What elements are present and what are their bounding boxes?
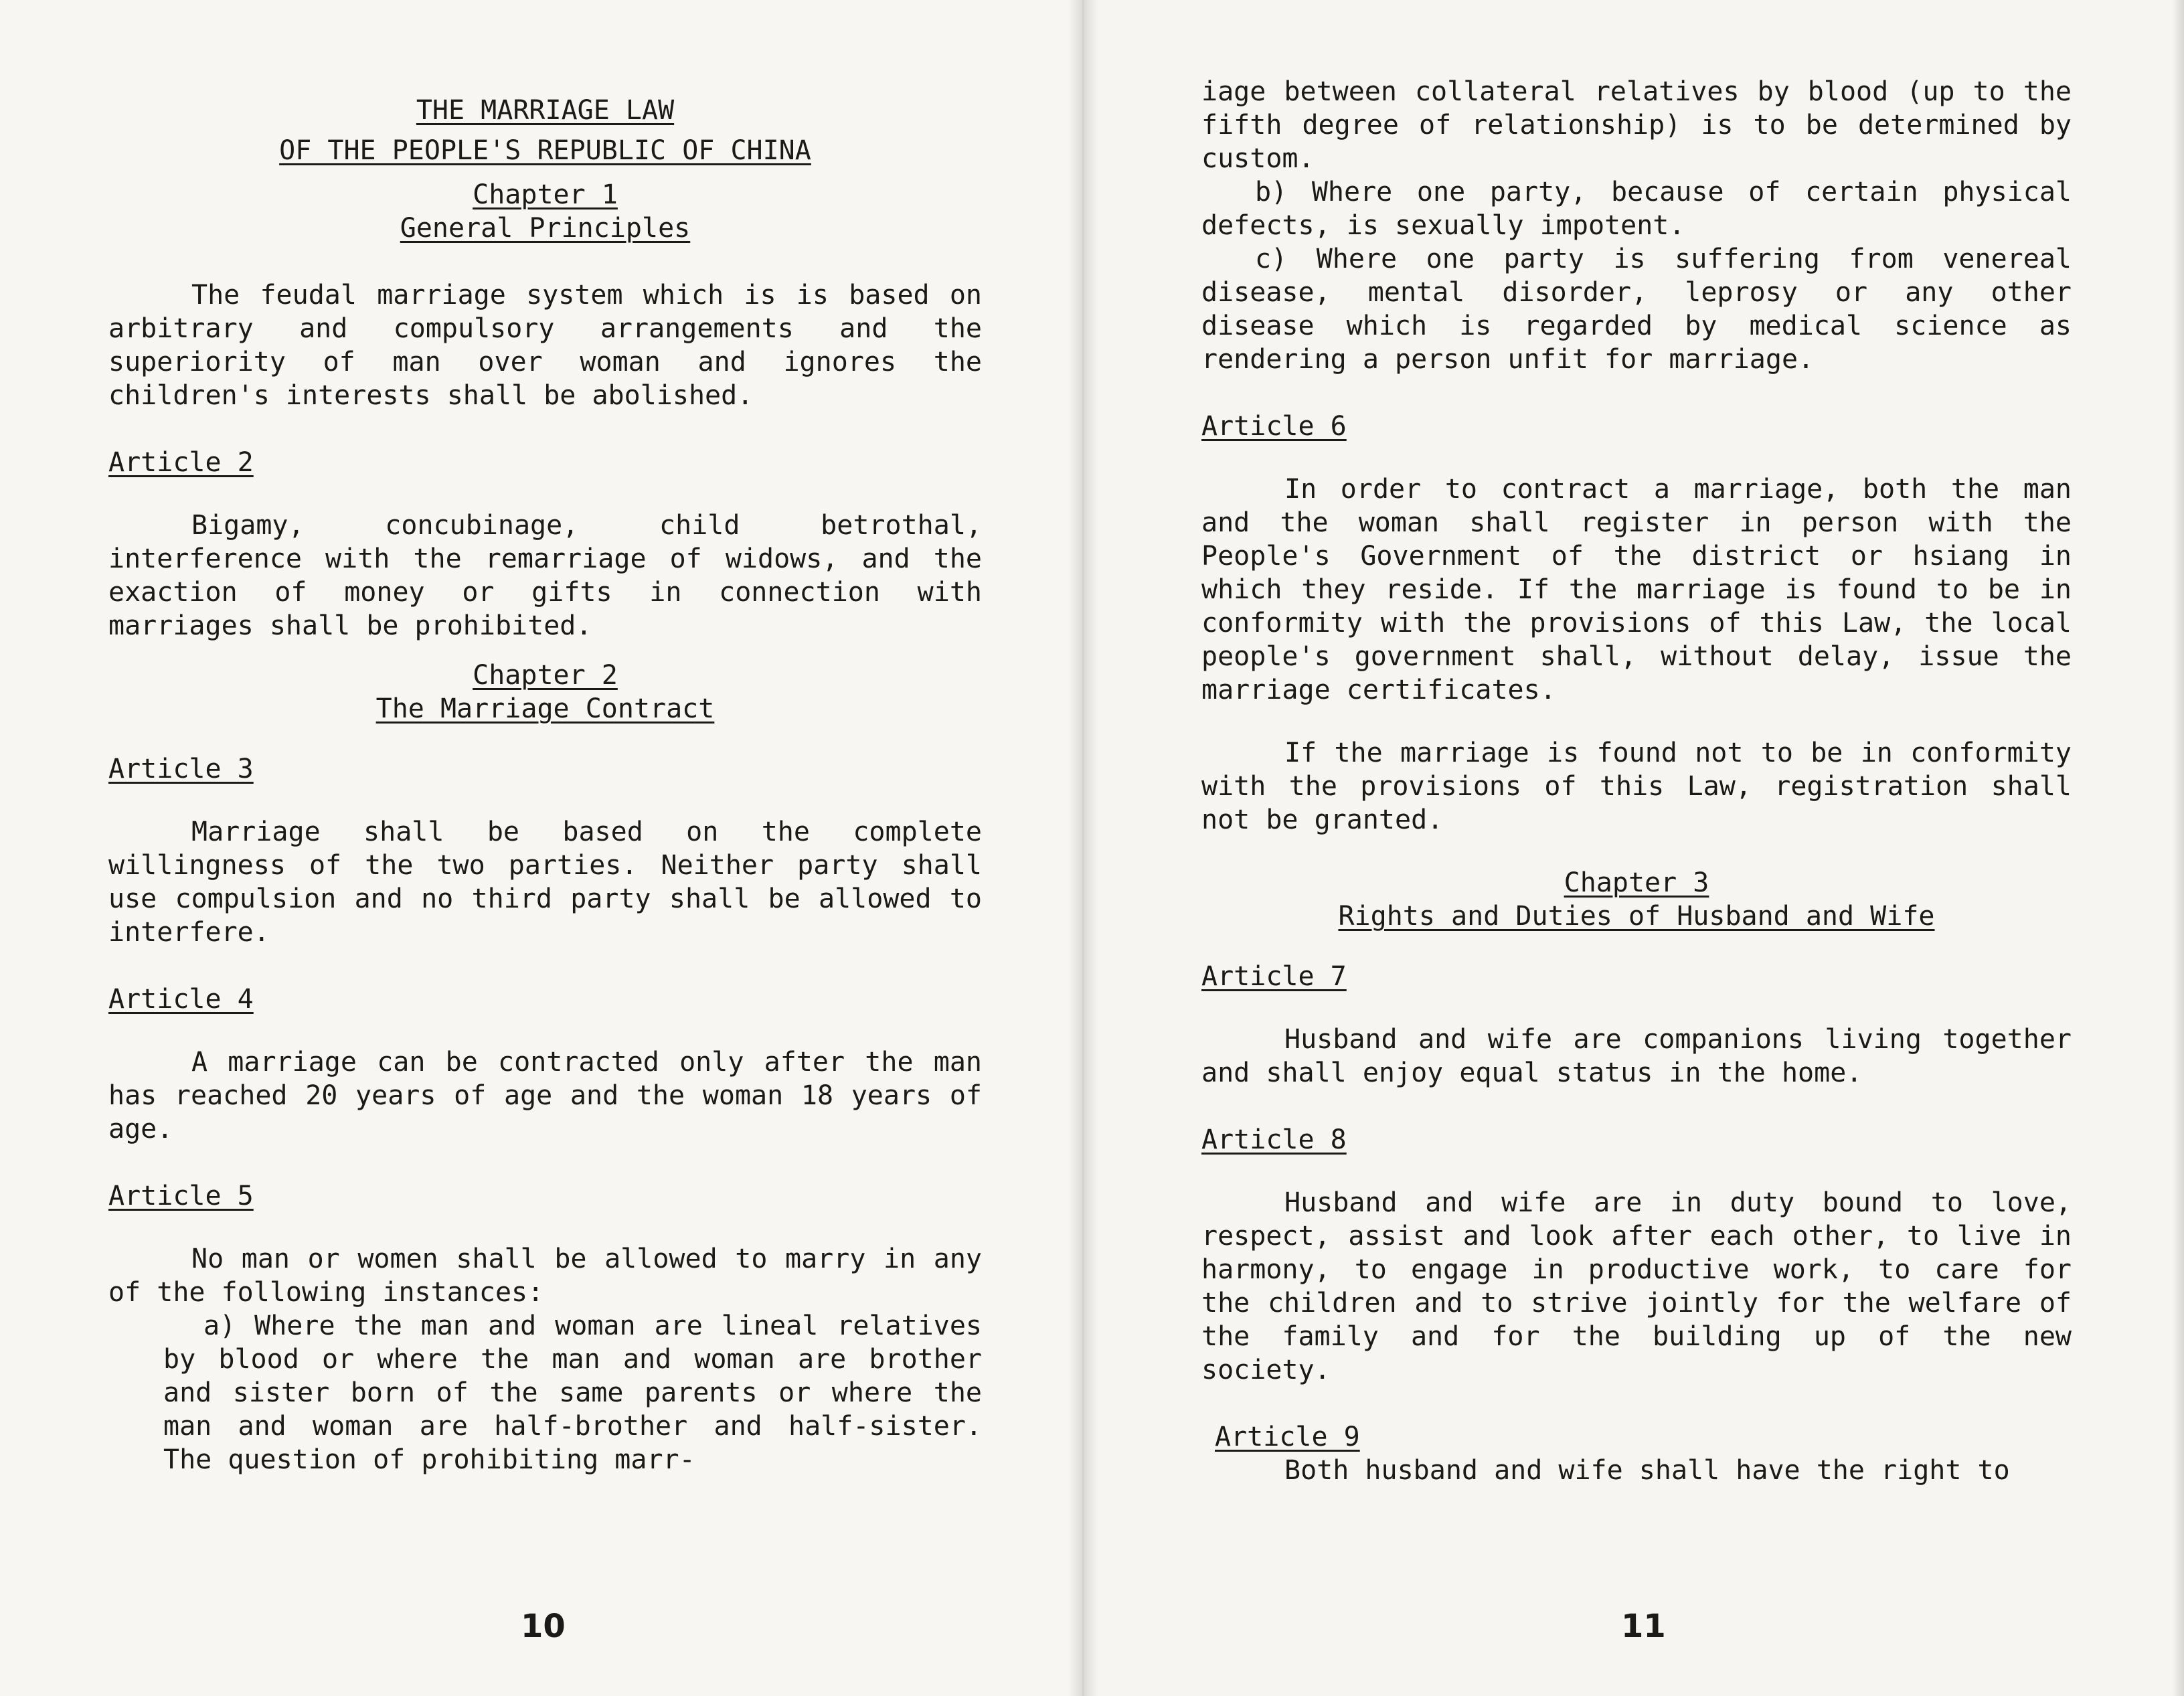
article-6-paragraph-1: In order to contract a marriage, both the man and the woman shall register in person with the People's Government of the district or hsiang in which they reside. If the marriage is found to be in conformity with the provisions of this Law, the local people's government shall, without delay, issue the marriage certificates. [1201, 474, 2072, 705]
page-number-left: 10 [521, 1608, 566, 1645]
article-9-heading: Article 9 [1215, 1422, 1360, 1452]
article-7-text: Husband and wife are companions living together and shall enjoy equal status in the home. [1201, 1024, 2072, 1088]
article-5-item-a: a) Where the man and woman are lineal relatives by blood or where the man and woman are brother and sister born of the same parents or where the man and woman are half-brother and half-sister. The question of prohibiting marr- [163, 1310, 982, 1475]
article-8-heading: Article 8 [1201, 1124, 1347, 1155]
chapter-1-label: Chapter 1 [473, 179, 618, 210]
chapter-3-title: Rights and Duties of Husband and Wife [1338, 901, 1935, 932]
article-4-heading: Article 4 [108, 984, 254, 1015]
article-5-text: No man or women shall be allowed to marry in any of the following instances: [108, 1244, 982, 1308]
article-2-text: Bigamy, concubinage, child betrothal, interference with the remarriage of widows, and the exaction of money or gifts in connection with marriages shall be prohibited. [108, 510, 982, 641]
page-edge-shadow [2172, 0, 2184, 1696]
right-page-text [1201, 75, 2072, 1487]
title-line-2: OF THE PEOPLE'S REPUBLIC OF CHINA [279, 135, 811, 166]
article-6-paragraph-2: If the marriage is found not to be in conformity with the provisions of this Law, registration shall not be granted. [1201, 738, 2072, 835]
left-page-text [108, 94, 982, 1476]
chapter-3-label: Chapter 3 [1564, 867, 1709, 898]
article-3-text: Marriage shall be based on the complete willingness of the two parties. Neither party shall use compulsion and no third party shall be allowed to interfere. [108, 817, 982, 948]
chapter-2-title: The Marriage Contract [375, 693, 715, 724]
title-line-1: THE MARRIAGE LAW [416, 95, 675, 126]
article-5-continued: iage between collateral relatives by blood (up to the fifth degree of relationship) is to be determined by custom. [1201, 76, 2072, 174]
article-6-heading: Article 6 [1201, 411, 1347, 442]
article-5-item-b: b) Where one party, because of certain physical defects, is sexually impotent. [1201, 177, 2072, 241]
article-2-heading: Article 2 [108, 447, 254, 478]
article-4-text: A marriage can be contracted only after the man has reached 20 years of age and the woman 18 years of age. [108, 1047, 982, 1144]
page-number-right: 11 [1621, 1608, 1666, 1645]
chapter-2-label: Chapter 2 [473, 660, 618, 691]
article-5-heading: Article 5 [108, 1181, 254, 1211]
article-8-text: Husband and wife are in duty bound to love, respect, assist and look after each other, to live in harmony, to engage in productive work, to care for the children and to strive jointly for the welfare of the family and for the building up of the new society. [1201, 1187, 2072, 1385]
article-3-heading: Article 3 [108, 754, 254, 784]
article-5-item-c: c) Where one party is suffering from venereal disease, mental disorder, leprosy or any other disease which is regarded by medical science as rendering a person unfit for marriage. [1201, 244, 2072, 375]
book-gutter [1068, 0, 1098, 1696]
chapter-1-title: General Principles [400, 213, 691, 244]
article-9-text: Both husband and wife shall have the right to [1284, 1455, 2010, 1486]
article-1-text: The feudal marriage system which is is based on arbitrary and compulsory arrangements and the superiority of man over woman and ignores the children's interests shall be abolished. [108, 280, 982, 411]
article-7-heading: Article 7 [1201, 961, 1347, 992]
chapter-3 [1201, 866, 2072, 933]
chapter-2 [108, 659, 982, 726]
left-page [0, 0, 1083, 1696]
law-title [108, 94, 982, 245]
